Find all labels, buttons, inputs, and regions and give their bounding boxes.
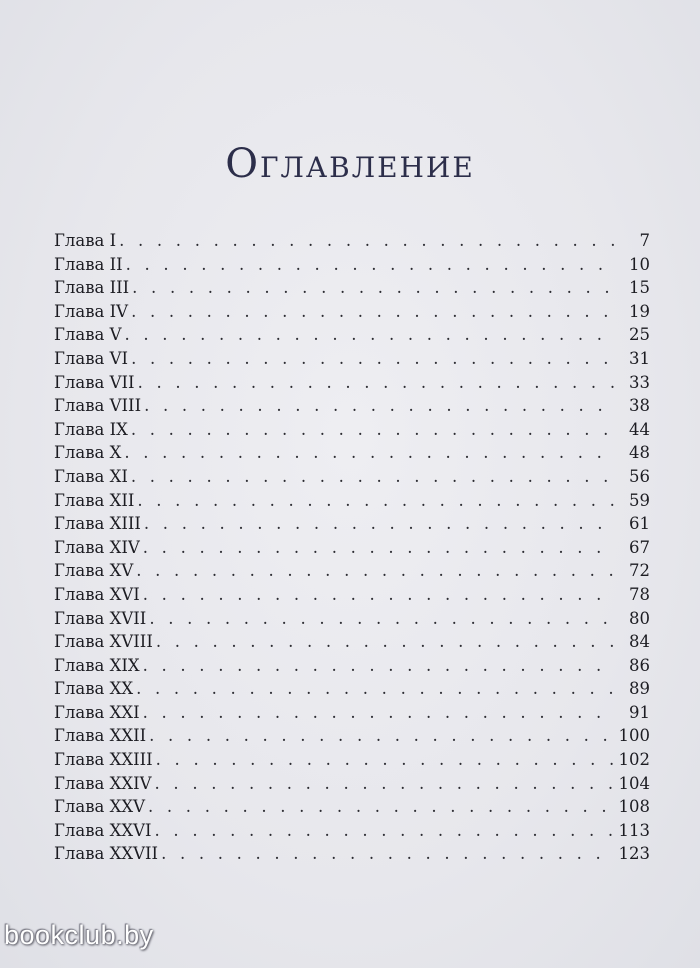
toc-entry [54,538,650,562]
page-title: Оглавление [225,141,475,187]
page-number: 10 [629,254,650,274]
page-number: 38 [629,396,650,416]
watermark-logo: bookclub.by [4,920,154,950]
page-number: 100 [618,726,650,746]
page-number: 80 [629,608,650,628]
dot-leader [131,302,616,321]
dot-leader [148,797,614,816]
chapter-label: Глава I [54,231,117,250]
dot-leader [155,774,615,793]
chapter-label: Глава IV [54,301,129,321]
toc-entry [54,774,650,798]
toc-entry [54,420,650,444]
toc-entry [54,703,650,727]
page-number: 31 [629,348,650,368]
page-number: 102 [618,750,650,770]
toc-entry [54,443,650,467]
dot-leader [155,821,615,840]
toc-entry [54,373,650,397]
dot-leader [124,443,616,462]
toc-entry [54,726,650,750]
chapter-label: Глава XII [54,490,135,510]
toc-entry [54,325,650,349]
chapter-label: Глава XX [54,679,134,699]
page-number: 19 [629,301,650,321]
toc-entry [54,349,650,373]
dot-leader [143,656,616,675]
toc-entry [54,609,650,633]
dot-leader [149,726,614,745]
dot-leader [156,632,616,651]
page-number: 25 [629,325,650,345]
chapter-label: Глава XXI [54,702,140,722]
toc-entry [54,231,650,255]
dot-leader [136,561,616,580]
toc-entry [54,844,650,868]
toc-entry [54,561,650,585]
toc-entry [54,491,650,515]
page-number: 91 [629,702,650,722]
chapter-label: Глава XVII [54,608,147,628]
dot-leader [131,420,616,439]
page-number: 89 [629,679,650,699]
toc-entry [54,396,650,420]
dot-leader [131,467,616,486]
chapter-label: Глава XXVI [54,820,152,840]
chapter-label: Глава XV [54,561,134,581]
chapter-label: Глава XVIII [54,632,153,652]
toc-entry [54,679,650,703]
page-number: 7 [639,231,650,250]
table-of-contents [54,231,650,868]
chapter-label: Глава XXIII [54,750,153,770]
page-number: 123 [618,844,650,864]
toc-entry [54,514,650,538]
dot-leader [136,679,616,698]
chapter-label: Глава IX [54,419,128,439]
chapter-label: Глава XXII [54,726,147,746]
dot-leader [156,750,615,769]
dot-leader [137,491,616,510]
chapter-label: Глава XVI [54,584,140,604]
page-number: 48 [629,443,650,463]
toc-entry [54,255,650,279]
dot-leader [149,609,616,628]
dot-leader [132,278,616,297]
toc-entry [54,797,650,821]
dot-leader [138,373,616,392]
toc-entry [54,302,650,326]
chapter-label: Глава XIII [54,514,141,534]
dot-leader [143,585,616,604]
page-number: 104 [618,773,650,793]
page-number: 78 [629,584,650,604]
page-number: 56 [629,466,650,486]
page-number: 86 [629,655,650,675]
dot-leader [144,514,616,533]
chapter-label: Глава VII [54,372,135,392]
chapter-label: Глава V [54,325,122,345]
chapter-label: Глава XXIV [54,773,152,793]
chapter-label: Глава X [54,443,122,463]
dot-leader [161,844,614,863]
page-number: 61 [629,514,650,534]
chapter-label: Глава XXVII [54,844,159,864]
toc-entry [54,585,650,609]
page-number: 44 [629,419,650,439]
chapter-label: Глава III [54,278,130,298]
dot-leader [143,703,616,722]
chapter-label: Глава VIII [54,396,142,416]
toc-entry [54,656,650,680]
chapter-label: Глава XIX [54,655,140,675]
dot-leader [144,396,616,415]
chapter-label: Глава XI [54,466,128,486]
dot-leader [143,538,616,557]
page-number: 72 [629,561,650,581]
toc-entry [54,750,650,774]
toc-entry [54,632,650,656]
page-number: 113 [618,820,650,840]
toc-entry [54,821,650,845]
dot-leader [125,325,616,344]
chapter-label: Глава VI [54,348,129,368]
page-number: 59 [629,490,650,510]
page-number: 84 [629,632,650,652]
dot-leader [119,231,616,250]
page-number: 15 [629,278,650,298]
page-number: 108 [618,797,650,817]
chapter-label: Глава XIV [54,537,140,557]
dot-leader [126,255,616,274]
toc-entry [54,278,650,302]
chapter-label: Глава XXV [54,797,146,817]
dot-leader [131,349,616,368]
page-number: 33 [629,372,650,392]
toc-entry [54,467,650,491]
page-number: 67 [629,537,650,557]
chapter-label: Глава II [54,254,123,274]
